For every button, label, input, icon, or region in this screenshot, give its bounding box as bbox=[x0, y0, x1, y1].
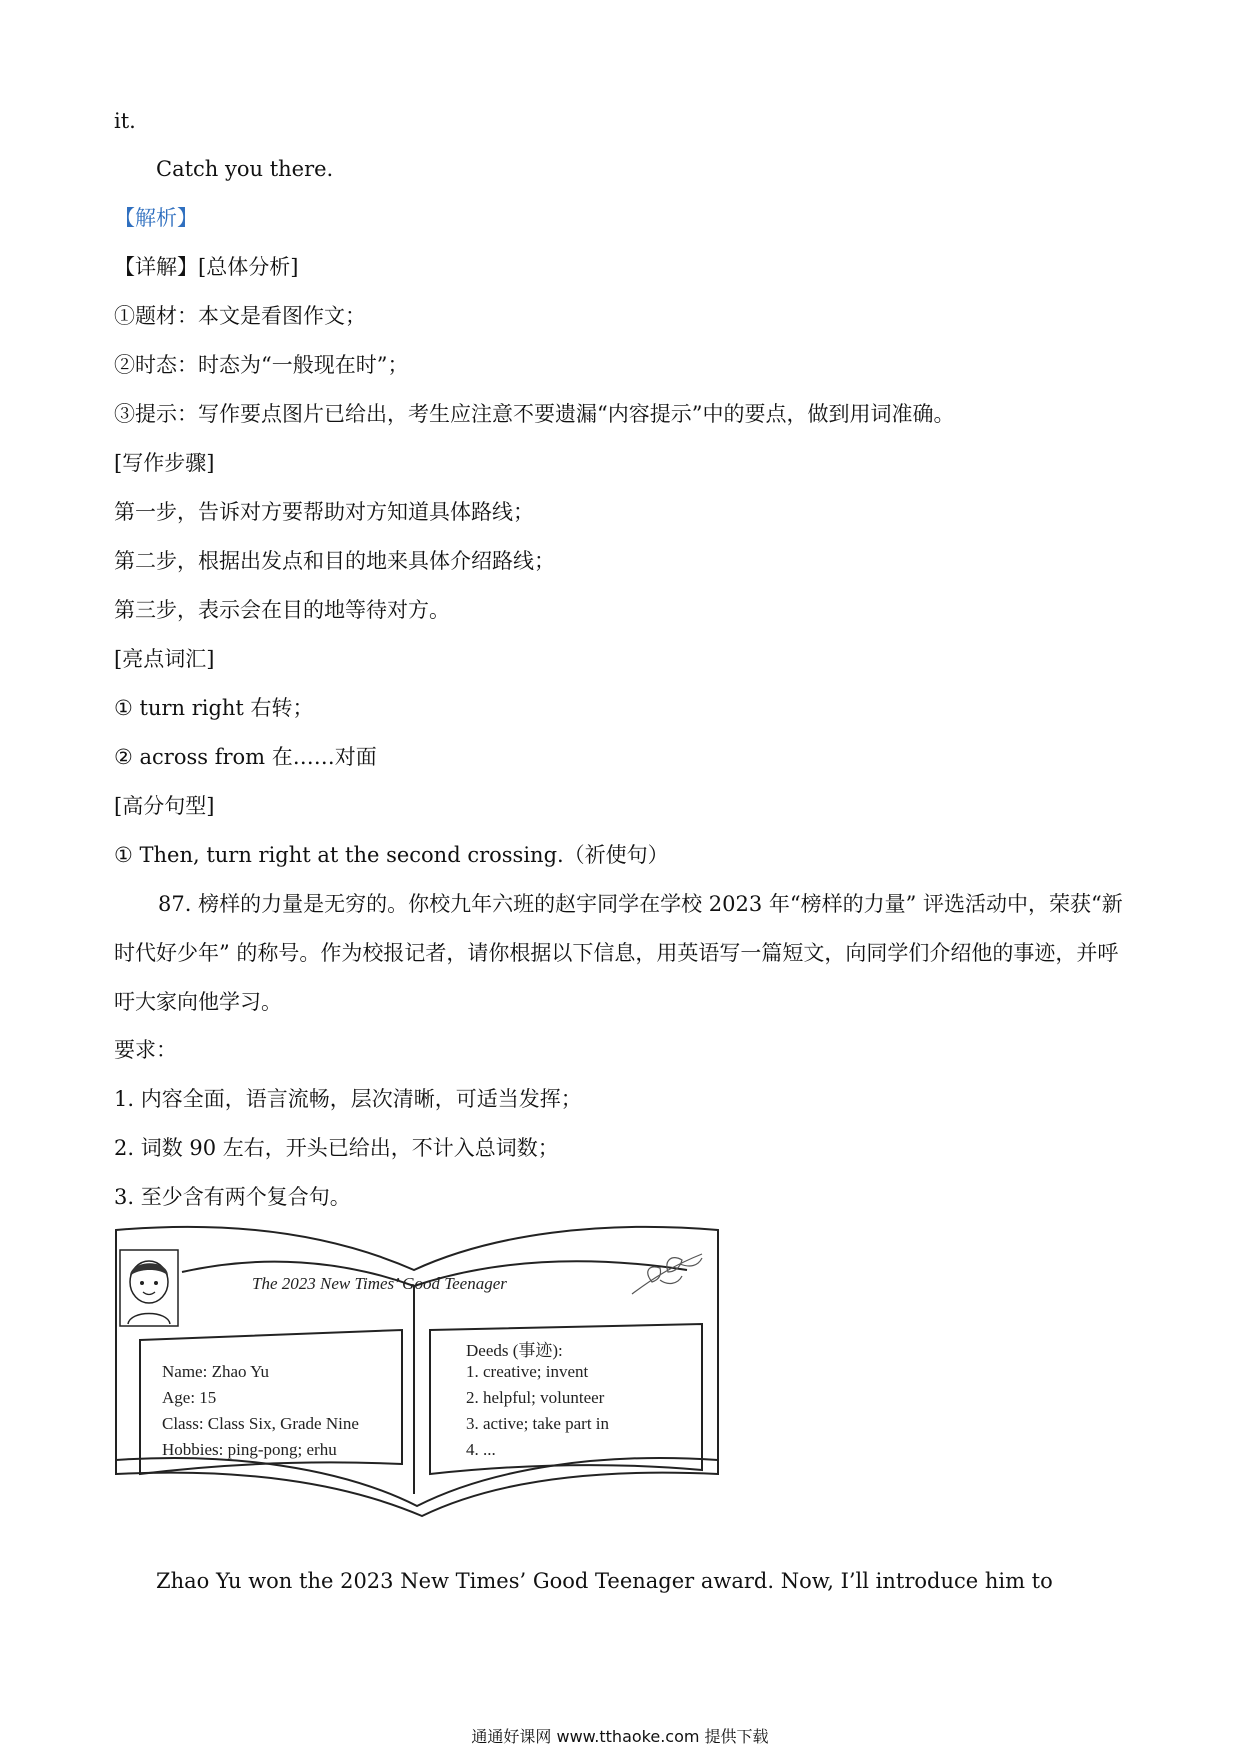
text-line: ①题材：本文是看图作文； bbox=[114, 304, 366, 328]
text-line: ① turn right 右转； bbox=[114, 696, 314, 720]
card-deed-item: 4. ... bbox=[466, 1440, 496, 1459]
requirement-item: 1. 内容全面，语言流畅，层次清晰，可适当发挥； bbox=[114, 1087, 582, 1111]
card-deed-item: 1. creative; invent bbox=[466, 1362, 589, 1381]
award-card-figure bbox=[112, 1224, 722, 1536]
text-line: ③提示：写作要点图片已给出，考生应注意不要遗漏“内容提示”中的要点，做到用词准确。 bbox=[114, 402, 955, 426]
essay-start: Zhao Yu won the 2023 New Times’ Good Teenager award. Now, I’ll introduce him to bbox=[156, 1569, 1053, 1593]
section-heading: [写作步骤] bbox=[114, 451, 215, 475]
card-deed-item: 3. active; take part in bbox=[466, 1414, 610, 1433]
card-deeds-heading: Deeds (事迹): bbox=[466, 1341, 563, 1360]
card-age: Age: 15 bbox=[162, 1388, 217, 1407]
leaf-sprig-icon bbox=[632, 1254, 702, 1294]
card-title: The 2023 New Times’ Good Teenager bbox=[252, 1274, 507, 1293]
text-line: ②时态：时态为“一般现在时”； bbox=[114, 353, 409, 377]
text-line: it. bbox=[114, 109, 136, 133]
text-line: ① Then, turn right at the second crossing.（祈使句） bbox=[114, 843, 669, 867]
text-line: 第三步，表示会在目的地等待对方。 bbox=[114, 598, 450, 622]
requirement-item: 2. 词数 90 左右，开头已给出，不计入总词数； bbox=[114, 1136, 559, 1160]
text-line: Catch you there. bbox=[156, 157, 334, 181]
boy-portrait-icon bbox=[120, 1250, 178, 1326]
section-heading: [高分句型] bbox=[114, 794, 215, 818]
detail-heading: 【详解】[总体分析] bbox=[114, 255, 299, 279]
card-name: Name: Zhao Yu bbox=[162, 1362, 270, 1381]
question-text: 87. 榜样的力量是无穷的。你校九年六班的赵宇同学在学校 2023 年“榜样的力量” 评选活动中，荣获“新时代好少年” 的称号。作为校报记者，请你根据以下信息，用英语写一篇短文，向同学们介绍他的事迹，并呼吁大家向他学习。 bbox=[114, 892, 1123, 1014]
card-deed-item: 2. helpful; volunteer bbox=[466, 1388, 605, 1407]
analysis-heading: 【解析】 bbox=[114, 206, 198, 230]
requirement-item: 3. 至少含有两个复合句。 bbox=[114, 1185, 351, 1209]
card-class: Class: Class Six, Grade Nine bbox=[162, 1414, 359, 1433]
card-hobbies: Hobbies: ping-pong; erhu bbox=[162, 1440, 337, 1459]
text-line: ② across from 在……对面 bbox=[114, 745, 377, 769]
page-footer: 通通好课网 www.tthaoke.com 提供下载 bbox=[471, 1727, 769, 1746]
requirements-label: 要求： bbox=[114, 1038, 177, 1062]
section-heading: [亮点词汇] bbox=[114, 647, 215, 671]
text-line: 第一步，告诉对方要帮助对方知道具体路线； bbox=[114, 500, 534, 524]
text-line: 第二步，根据出发点和目的地来具体介绍路线； bbox=[114, 549, 555, 573]
